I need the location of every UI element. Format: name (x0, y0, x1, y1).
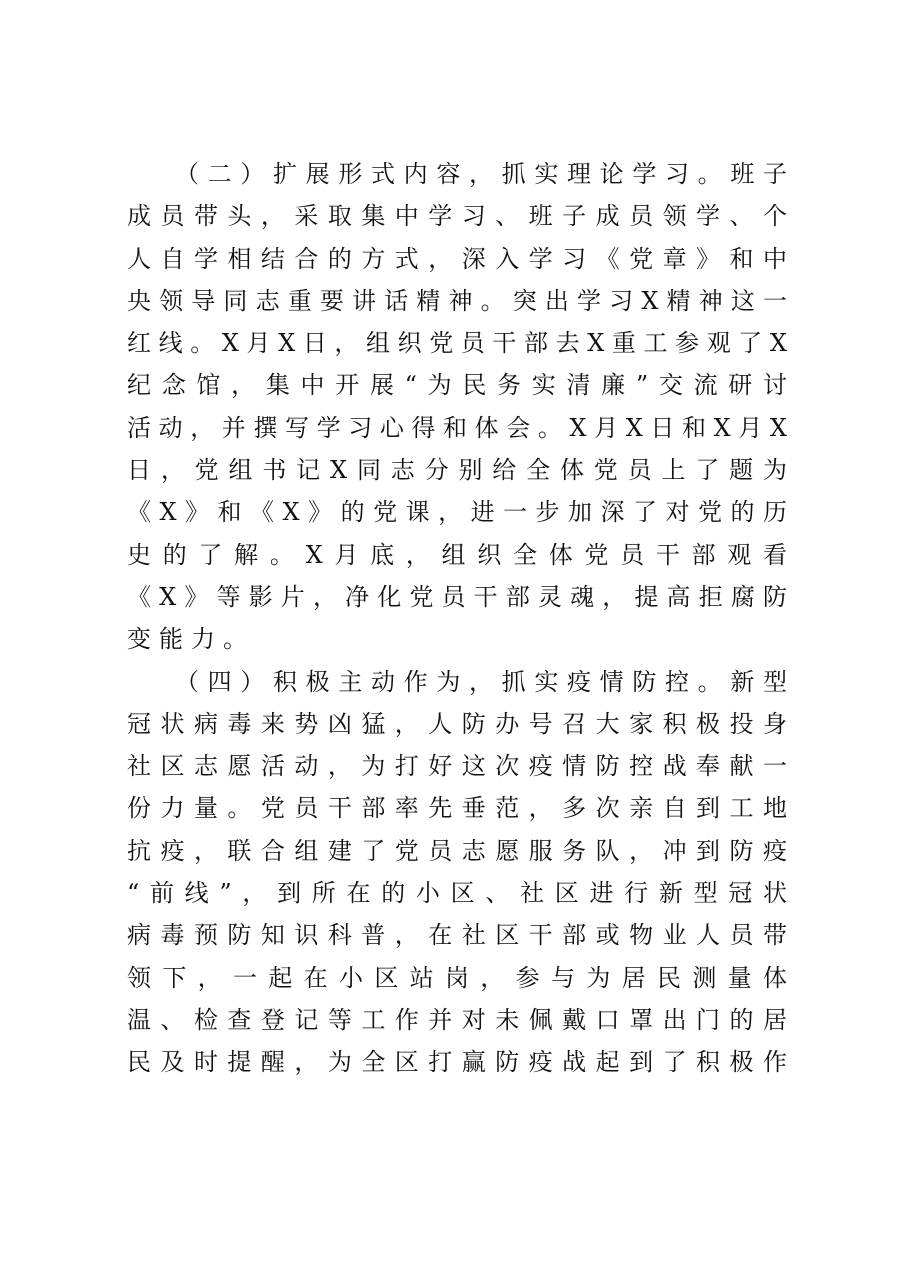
paragraph-line: 《X》等影片，净化党员干部灵魂，提高拒腐防 (127, 582, 787, 611)
paragraph-line: （二）扩展形式内容，抓实理论学习。班子 (175, 160, 787, 188)
paragraph-line: 抗疫，联合组建了党员志愿服务队，冲到防疫 (127, 836, 787, 865)
paragraph-line: “前线”，到所在的小区、社区进行新型冠状 (127, 879, 787, 908)
paragraph-line: 病毒预防知识科普，在社区干部或物业人员带 (127, 921, 787, 950)
paragraph-line: 民及时提醒，为全区打赢防疫战起到了积极作 (127, 1048, 787, 1077)
document-body (127, 153, 787, 1084)
paragraph-line: 红线。X月X日，组织党员干部去X重工参观了X (127, 329, 787, 358)
paragraph-line: 社区志愿活动，为打好这次疫情防控战奉献一 (127, 752, 787, 781)
paragraph-line: 份力量。党员干部率先垂范，多次亲自到工地 (127, 794, 787, 823)
paragraph-line: 《X》和《X》的党课，进一步加深了对党的历 (127, 498, 787, 527)
paragraph-epidemic-control (127, 661, 787, 1084)
paragraph-theory-study (127, 153, 787, 661)
paragraph-line: 日，党组书记X同志分别给全体党员上了题为 (127, 456, 787, 485)
paragraph-line: 人自学相结合的方式，深入学习《党章》和中 (127, 244, 787, 273)
paragraph-line: 温、检查登记等工作并对未佩戴口罩出门的居 (127, 1005, 787, 1034)
paragraph-line: 活动，并撰写学习心得和体会。X月X日和X月X (127, 413, 787, 442)
paragraph-line: 央领导同志重要讲话精神。突出学习X精神这一 (127, 286, 787, 315)
paragraph-line: 成员带头，采取集中学习、班子成员领学、个 (127, 202, 787, 231)
paragraph-line: （四）积极主动作为，抓实疫情防控。新型 (175, 667, 787, 696)
paragraph-line: 纪念馆，集中开展“为民务实清廉”交流研讨 (127, 371, 787, 400)
paragraph-line: 史的了解。X月底，组织全体党员干部观看 (127, 540, 787, 569)
paragraph-line: 冠状病毒来势凶猛，人防办号召大家积极投身 (127, 709, 787, 738)
paragraph-line: 领下，一起在小区站岗，参与为居民测量体 (127, 963, 787, 992)
paragraph-line: 变能力。 (127, 625, 255, 654)
